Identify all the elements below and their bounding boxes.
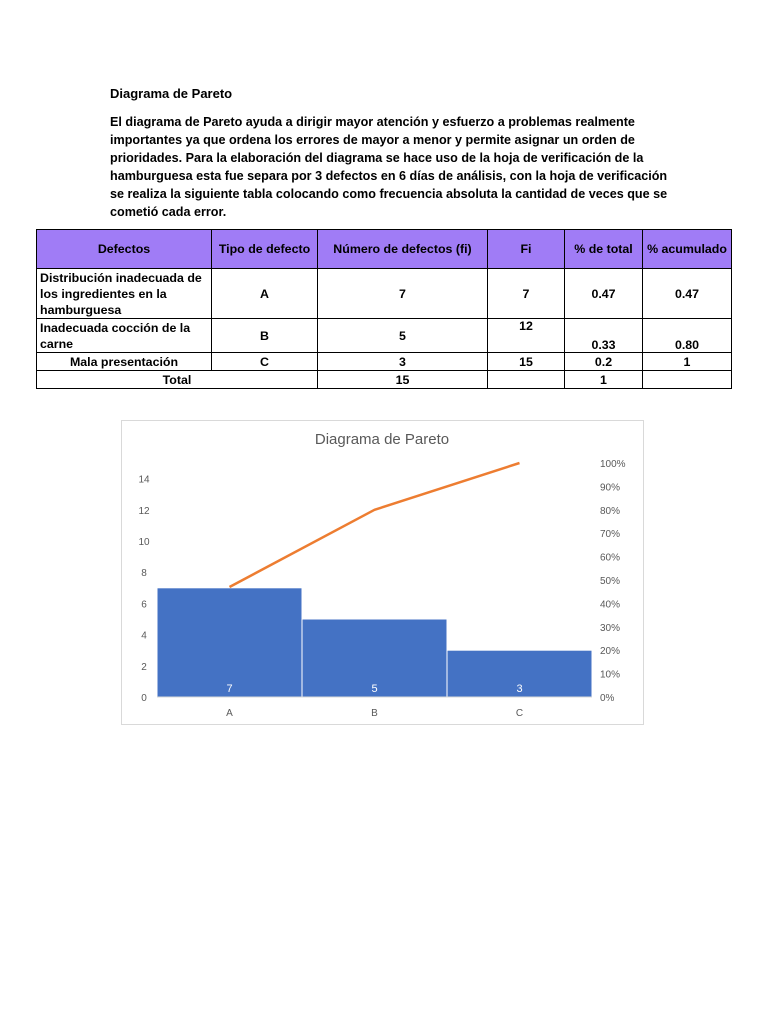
cell-total-pct: 1 [565, 371, 643, 389]
cell-Fi: 7 [488, 269, 565, 319]
cell-pct-total: 0.2 [565, 353, 643, 371]
cell-Fi: 15 [488, 353, 565, 371]
y2-tick-label: 40% [600, 599, 621, 611]
pareto-chart-svg [122, 421, 643, 724]
cell-defecto: Mala presentación [37, 353, 212, 371]
cell-defecto: Distribución inadecuada de los ingredientes en la hamburguesa [37, 269, 212, 319]
y-tick-label: 6 [141, 599, 147, 611]
y2-tick-label: 20% [600, 646, 621, 658]
table-total-row [37, 371, 732, 389]
cell-Fi: 12 [488, 319, 565, 353]
chart-title: Diagrama de Pareto [314, 431, 450, 448]
table-row [37, 269, 732, 319]
bar-data-label: 3 [516, 683, 523, 695]
y2-tick-label: 100% [600, 459, 626, 470]
header-defectos: Defectos [37, 230, 212, 269]
x-tick-label: B [371, 708, 378, 719]
header-numero: Número de defectos (fi) [318, 230, 488, 269]
y-tick-label: 10 [138, 537, 150, 548]
x-tick-label: C [515, 708, 524, 719]
header-pct-total: % de total [565, 230, 643, 269]
header-tipo: Tipo de defecto [212, 230, 318, 269]
y2-tick-label: 50% [600, 576, 621, 587]
y-tick-label: 4 [141, 630, 147, 642]
y2-tick-label: 90% [600, 482, 621, 494]
cell-total-empty [643, 371, 732, 389]
cell-fi: 7 [318, 269, 488, 319]
cumulative-line [230, 463, 520, 587]
cell-total-empty [488, 371, 565, 389]
cell-pct-acum: 1 [643, 353, 732, 371]
bar-A [157, 588, 302, 697]
y-tick-label: 12 [138, 505, 150, 517]
cell-total-label: Total [37, 371, 318, 389]
cell-pct-acum: 0.80 [643, 319, 732, 353]
bar-data-label: 7 [226, 683, 233, 695]
cell-pct-acum: 0.47 [643, 269, 732, 319]
y-tick-label: 2 [141, 661, 147, 673]
y-tick-label: 14 [138, 474, 150, 486]
cell-total-fi: 15 [318, 371, 488, 389]
y-tick-label: 8 [141, 568, 147, 580]
header-pct-acum: % acumulado [643, 230, 732, 269]
x-tick-label: A [226, 708, 233, 719]
document-paragraph: El diagrama de Pareto ayuda a dirigir mayor atención y esfuerzo a problemas realmente importantes ya que ordena los errores de mayor a menor y permite asignar un orden de prioridades. Para la elaboración del diagrama se hace uso de la hoja de verificación de la hamburguesa esta fue separa por 3 defectos en 6 días de análisis, con la hoja de verificación se realiza la siguiente tabla colocando como frecuencia absoluta la cantidad de veces que se cometió cada error. [110, 115, 668, 219]
cell-fi: 5 [318, 319, 488, 353]
cell-fi: 3 [318, 353, 488, 371]
y2-tick-label: 70% [600, 529, 621, 541]
pareto-chart [121, 420, 644, 725]
table-row [37, 319, 732, 353]
header-fi-acum: Fi [488, 230, 565, 269]
document-heading: Diagrama de Pareto [110, 86, 233, 101]
bar-data-label: 5 [371, 683, 378, 695]
y2-tick-label: 0% [600, 693, 615, 704]
y2-tick-label: 60% [600, 552, 621, 564]
cell-tipo: A [212, 269, 318, 319]
cell-tipo: B [212, 319, 318, 353]
table-row [37, 353, 732, 371]
y2-tick-label: 10% [600, 669, 621, 681]
cell-pct-total: 0.33 [565, 319, 643, 353]
y-tick-label: 0 [141, 693, 147, 704]
defects-table [36, 229, 732, 389]
table-header-row [37, 230, 732, 269]
cell-defecto: Inadecuada cocción de la carne [37, 319, 212, 353]
cell-tipo: C [212, 353, 318, 371]
y2-tick-label: 80% [600, 505, 621, 517]
cell-pct-total: 0.47 [565, 269, 643, 319]
y2-tick-label: 30% [600, 622, 621, 634]
